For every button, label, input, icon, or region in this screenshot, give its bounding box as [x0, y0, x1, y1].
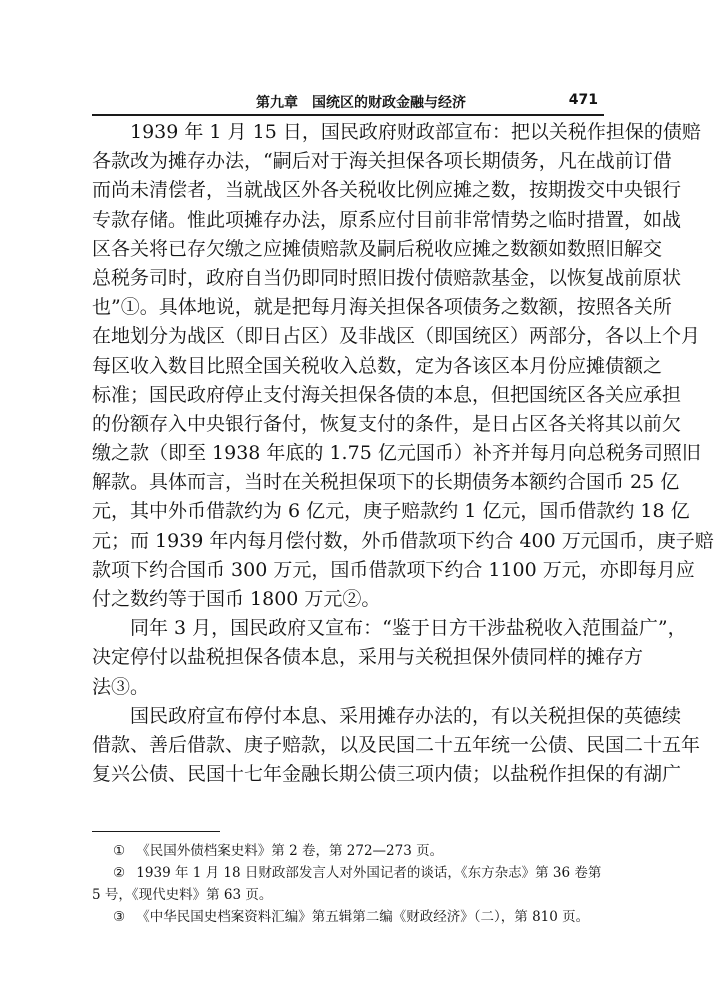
footnote-2-continued — [92, 884, 604, 906]
body-text — [92, 118, 714, 789]
paragraph-line: 元；而 1939 年内每月偿付数，外币借款项下约合 400 万元国币，庚子赔 — [92, 529, 714, 552]
chapter-title: 第九章 国统区的财政金融与经济 — [256, 95, 466, 111]
paragraph-line: 国民政府宣布停付本息、采用摊存办法的，有以关税担保的英德续 — [130, 704, 682, 727]
footnote-rule — [92, 831, 220, 832]
running-header — [92, 88, 602, 112]
page-number: 471 — [568, 92, 598, 108]
paragraph-line: 1939 年 1 月 15 日，国民政府财政部宣布：把以关税作担保的债赔 — [130, 121, 701, 143]
footnote-marker: ② — [112, 865, 126, 881]
paragraph-line: 也”①。具体地说，就是把每月海关担保各项债务之数额，按照各关所 — [92, 296, 672, 319]
footnote-marker: ① — [112, 843, 126, 859]
paragraph-line: 借款、善后借款、庚子赔款，以及民国二十五年统一公债、民国二十五年 — [92, 733, 701, 756]
paragraph-line: 每区收入数目比照全国关税收入总数，定为各该区本月份应摊债额之 — [92, 354, 663, 377]
footnote-text: 《中华民国史档案资料汇编》第五辑第二编《财政经济》（二），第 810 页。 — [136, 909, 590, 925]
paragraph-line: 专款存储。惟此项摊存办法，原系应付目前非常情势之临时措置，如战 — [92, 208, 682, 231]
footnote-text: 5 号，《现代史料》第 63 页。 — [92, 887, 273, 903]
paragraph-line: 而尚未清偿者，当就战区外各关税收比例应摊之数，按期拨交中央银行 — [92, 179, 682, 202]
footnote-1 — [92, 840, 604, 862]
paragraph-line: 区各关将已存欠缴之应摊债赔款及嗣后税收应摊之数额如数照旧解交 — [92, 237, 663, 260]
paragraph-line: 缴之款（即至 1938 年底的 1.75 亿元国币）补齐并每月向总税务司照旧 — [92, 442, 701, 465]
paragraph-line: 标准；国民政府停止支付海关担保各债的本息，但把国统区各关应承担 — [92, 383, 682, 406]
paragraph-line: 总税务司时，政府自当仍即同时照旧拨付债赔款基金，以恢复战前原状 — [92, 266, 682, 289]
paragraph-line: 复兴公债、民国十七年金融长期公债三项内债；以盐税作担保的有湖广 — [92, 763, 682, 786]
paragraph-line: 同年 3 月，国民政府又宣布：“鉴于日方干涉盐税收入范围益广”， — [130, 617, 687, 640]
paragraph-line: 解款。具体而言，当时在关税担保项下的长期债务本额约合国币 25 亿 — [92, 471, 680, 494]
paragraph-line: 决定停付以盐税担保各债本息，采用与关税担保外债同样的摊存方 — [92, 646, 644, 669]
paragraph-line: 在地划分为战区（即日占区）及非战区（即国统区）两部分，各以上个月 — [92, 325, 701, 348]
paragraph-line: 各款改为摊存办法，“嗣后对于海关担保各项长期债务，凡在战前订借 — [92, 150, 672, 173]
paragraph-line: 款项下约合国币 300 万元，国币借款项下约合 1100 万元，亦即每月应 — [92, 558, 695, 581]
footnotes — [92, 840, 604, 928]
paragraph-line: 的份额存入中央银行备付，恢复支付的条件，是日占区各关将其以前欠 — [92, 412, 682, 435]
footnote-3 — [92, 906, 604, 928]
header-rule — [92, 114, 604, 116]
footnote-text: 《民国外债档案史料》第 2 卷，第 272—273 页。 — [136, 843, 444, 859]
footnote-text: 1939 年 1 月 18 日财政部发言人对外国记者的谈话，《东方杂志》第 36 卷第 — [136, 865, 602, 881]
paragraph-line: 付之数约等于国币 1800 万元②。 — [92, 588, 381, 610]
footnote-2 — [92, 862, 604, 884]
paragraph-line: 元，其中外币借款约为 6 亿元，庚子赔款约 1 亿元，国币借款约 18 亿 — [92, 500, 690, 523]
footnote-marker: ③ — [112, 909, 126, 925]
paragraph-line: 法③。 — [92, 675, 150, 698]
